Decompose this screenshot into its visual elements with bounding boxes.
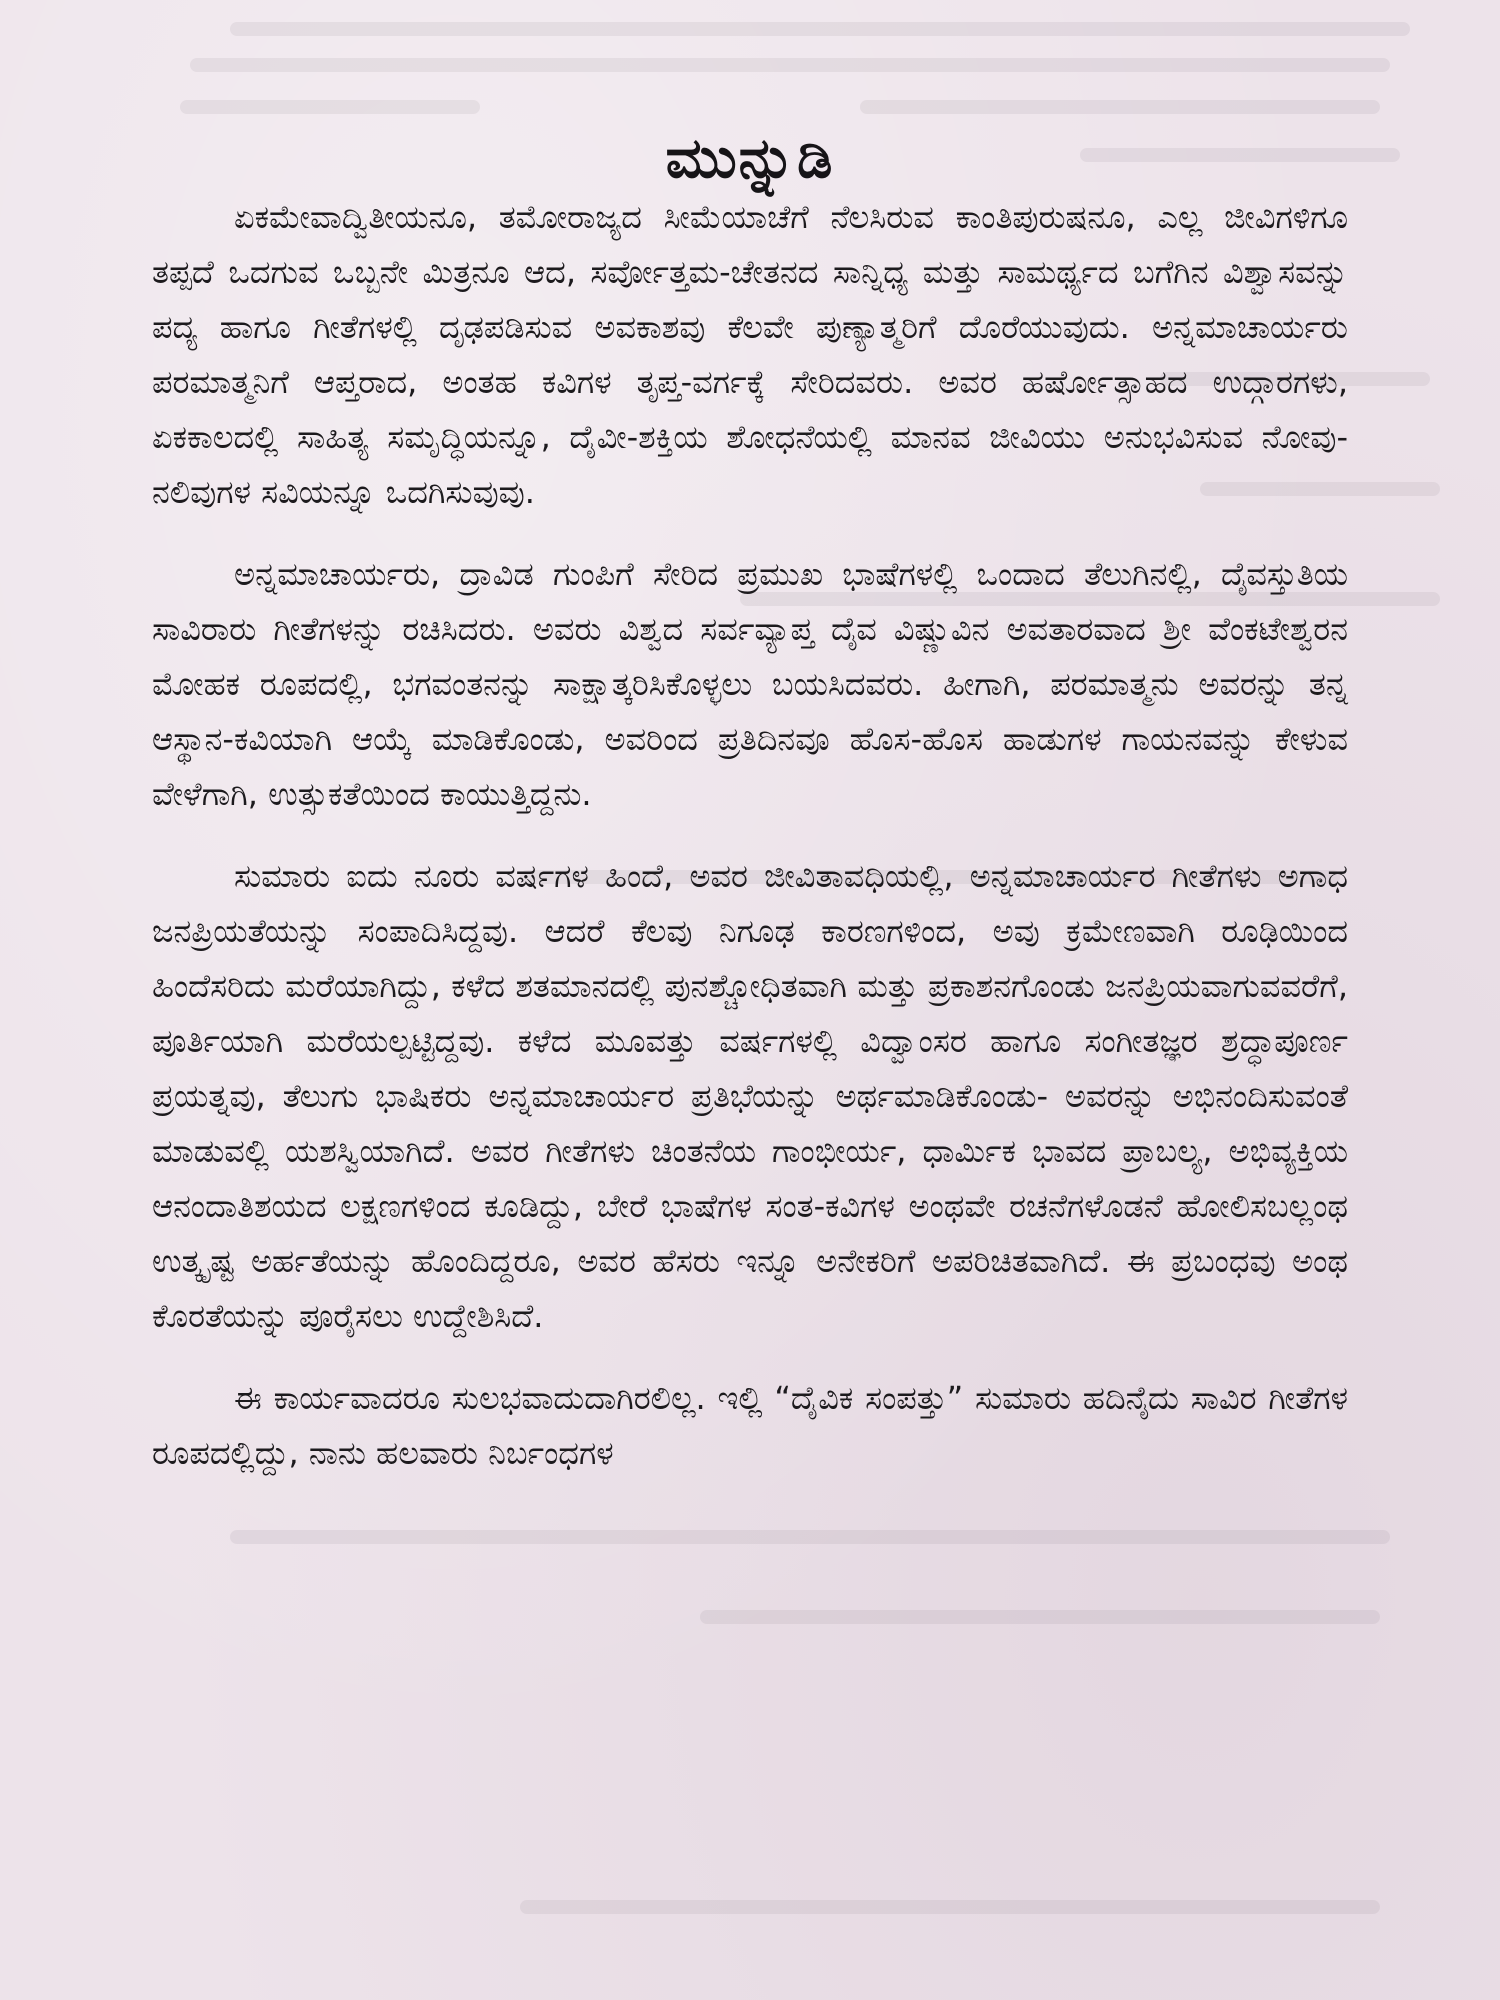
paragraph-4 xyxy=(152,1371,1348,1481)
paragraph-1-text: ಏಕಮೇವಾದ್ವಿತೀಯನೂ, ತಮೋರಾಜ್ಯದ ಸೀಮೆಯಾಚೆಗೆ ನೆಲಸಿರುವ ಕಾಂತಿಪುರುಷನೂ, ಎಲ್ಲ ಜೀವಿಗಳಿಗೂ ತಪ್ಪದೆ ಒದಗುವ ಒಬ್ಬನೇ ಮಿತ್ರನೂ ಆದ, ಸರ್ವೋತ್ತಮ-ಚೇತನದ ಸಾನ್ನಿಧ್ಯ ಮತ್ತು ಸಾಮರ್ಥ್ಯದ ಬಗೆಗಿನ ವಿಶ್ವಾಸವನ್ನು ಪದ್ಯ ಹಾಗೂ ಗೀತೆಗಳಲ್ಲಿ ದೃಢಪಡಿಸುವ ಅವಕಾಶವು ಕೆಲವೇ ಪುಣ್ಯಾತ್ಮರಿಗೆ ದೊರೆಯುವುದು. ಅನ್ನಮಾಚಾರ್ಯರು ಪರಮಾತ್ಮನಿಗೆ ಆಪ್ತರಾದ, ಅಂತಹ ಕವಿಗಳ ತೃಪ್ತ-ವರ್ಗಕ್ಕೆ ಸೇರಿದವರು. ಅವರ ಹರ್ಷೋತ್ಸಾಹದ ಉದ್ಗಾರಗಳು, ಏಕಕಾಲದಲ್ಲಿ ಸಾಹಿತ್ಯ ಸಮೃದ್ಧಿಯನ್ನೂ, ದೈವೀ-ಶಕ್ತಿಯ ಶೋಧನೆಯಲ್ಲಿ ಮಾನವ ಜೀವಿಯು ಅನುಭವಿಸುವ ನೋವು-ನಲಿವುಗಳ ಸವಿಯನ್ನೂ ಒದಗಿಸುವುವು. xyxy=(152,198,1348,511)
body-text xyxy=(152,190,1348,1508)
paragraph-3-text: ಸುಮಾರು ಐದು ನೂರು ವರ್ಷಗಳ ಹಿಂದೆ, ಅವರ ಜೀವಿತಾವಧಿಯಲ್ಲಿ, ಅನ್ನಮಾಚಾರ್ಯರ ಗೀತೆಗಳು ಅಗಾಧ ಜನಪ್ರಿಯತೆಯನ್ನು ಸಂಪಾದಿಸಿದ್ದವು. ಆದರೆ ಕೆಲವು ನಿಗೂಢ ಕಾರಣಗಳಿಂದ, ಅವು ಕ್ರಮೇಣವಾಗಿ ರೂಢಿಯಿಂದ ಹಿಂದೆಸರಿದು ಮರೆಯಾಗಿದ್ದು, ಕಳೆದ ಶತಮಾನದಲ್ಲಿ ಪುನಶ್ಚೋಧಿತವಾಗಿ ಮತ್ತು ಪ್ರಕಾಶನಗೊಂಡು ಜನಪ್ರಿಯವಾಗುವವರೆಗೆ, ಪೂರ್ತಿಯಾಗಿ ಮರೆಯಲ್ಪಟ್ಟಿದ್ದವು. ಕಳೆದ ಮೂವತ್ತು ವರ್ಷಗಳಲ್ಲಿ ವಿದ್ವಾಂಸರ ಹಾಗೂ ಸಂಗೀತಜ್ಞರ ಶ್ರದ್ಧಾಪೂರ್ಣ ಪ್ರಯತ್ನವು, ತೆಲುಗು ಭಾಷಿಕರು ಅನ್ನಮಾಚಾರ್ಯರ ಪ್ರತಿಭೆಯನ್ನು ಅರ್ಥಮಾಡಿಕೊಂಡು- ಅವರನ್ನು ಅಭಿನಂದಿಸುವಂತೆ ಮಾಡುವಲ್ಲಿ ಯಶಸ್ವಿಯಾಗಿದೆ. ಅವರ ಗೀತೆಗಳು ಚಿಂತನೆಯ ಗಾಂಭೀರ್ಯ, ಧಾರ್ಮಿಕ ಭಾವದ ಪ್ರಾಬಲ್ಯ, ಅಭಿವ್ಯಕ್ತಿಯ ಆನಂದಾತಿಶಯದ ಲಕ್ಷಣಗಳಿಂದ ಕೂಡಿದ್ದು, ಬೇರೆ ಭಾಷೆಗಳ ಸಂತ-ಕವಿಗಳ ಅಂಥವೇ ರಚನೆಗಳೊಡನೆ ಹೋಲಿಸಬಲ್ಲಂಥ ಉತ್ಕೃಷ್ಟ ಅರ್ಹತೆಯನ್ನು ಹೊಂದಿದ್ದರೂ, ಅವರ ಹೆಸರು ಇನ್ನೂ ಅನೇಕರಿಗೆ ಅಪರಿಚಿತವಾಗಿದೆ. ಈ ಪ್ರಬಂಧವು ಅಂಥ ಕೊರತೆಯನ್ನು ಪೂರೈಸಲು ಉದ್ದೇಶಿಸಿದೆ. xyxy=(152,857,1348,1335)
paragraph-2 xyxy=(152,547,1348,822)
page-title: ಮುನ್ನುಡಿ xyxy=(665,125,835,191)
paragraph-3 xyxy=(152,849,1348,1344)
paragraph-4-text: ಈ ಕಾರ್ಯವಾದರೂ ಸುಲಭವಾದುದಾಗಿರಲಿಲ್ಲ. ಇಲ್ಲಿ “ದೈವಿಕ ಸಂಪತ್ತು” ಸುಮಾರು ಹದಿನೈದು ಸಾವಿರ ಗೀತೆಗಳ ರೂಪದಲ್ಲಿದ್ದು, ನಾನು ಹಲವಾರು ನಿರ್ಬಂಧಗಳ xyxy=(152,1379,1348,1472)
paragraph-1 xyxy=(152,190,1348,520)
paragraph-2-text: ಅನ್ನಮಾಚಾರ್ಯರು, ದ್ರಾವಿಡ ಗುಂಪಿಗೆ ಸೇರಿದ ಪ್ರಮುಖ ಭಾಷೆಗಳಲ್ಲಿ ಒಂದಾದ ತೆಲುಗಿನಲ್ಲಿ, ದೈವಸ್ತುತಿಯ ಸಾವಿರಾರು ಗೀತೆಗಳನ್ನು ರಚಿಸಿದರು. ಅವರು ವಿಶ್ವದ ಸರ್ವವ್ಯಾಪ್ತ ದೈವ ವಿಷ್ಣುವಿನ ಅವತಾರವಾದ ಶ್ರೀ ವೆಂಕಟೇಶ್ವರನ ಮೋಹಕ ರೂಪದಲ್ಲಿ, ಭಗವಂತನನ್ನು ಸಾಕ್ಷಾತ್ಕರಿಸಿಕೊಳ್ಳಲು ಬಯಸಿದವರು. ಹೀಗಾಗಿ, ಪರಮಾತ್ಮನು ಅವರನ್ನು ತನ್ನ ಆಸ್ಥಾನ-ಕವಿಯಾಗಿ ಆಯ್ಕೆ ಮಾಡಿಕೊಂಡು, ಅವರಿಂದ ಪ್ರತಿದಿನವೂ ಹೊಸ-ಹೊಸ ಹಾಡುಗಳ ಗಾಯನವನ್ನು ಕೇಳುವ ವೇಳೆಗಾಗಿ, ಉತ್ಸುಕತೆಯಿಂದ ಕಾಯುತ್ತಿದ್ದನು. xyxy=(152,555,1348,813)
